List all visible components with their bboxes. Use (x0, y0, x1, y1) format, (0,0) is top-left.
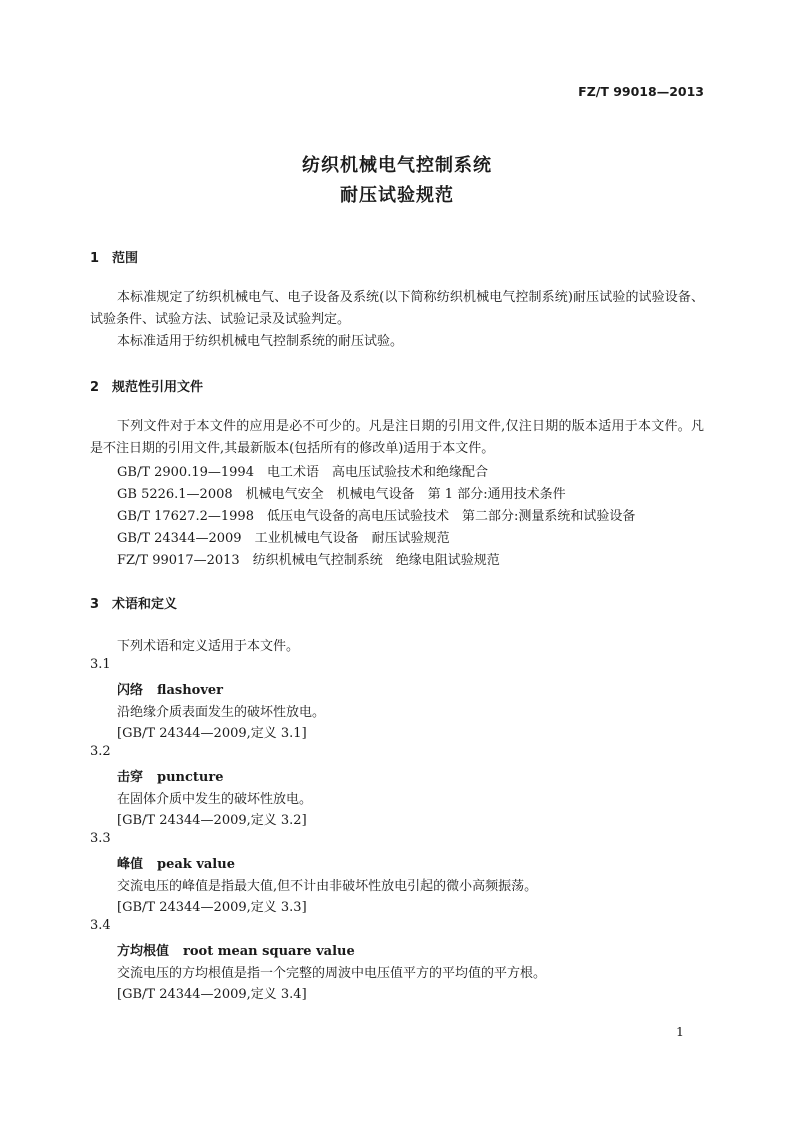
standard-code: FZ/T 99018—2013 (578, 84, 704, 99)
section-title: 术语和定义 (112, 597, 178, 612)
term-definition: 交流电压的峰值是指最大值,但不计由非破坏性放电引起的微小高频振荡。 (117, 879, 538, 894)
paragraph: 本标准规定了纺织机械电气、电子设备及系统(以下简称纺织机械电气控制系统)耐压试验的试验设备、试验条件、试验方法、试验记录及试验判定。 (90, 290, 704, 327)
reference-item (117, 527, 450, 546)
reference-item (117, 483, 566, 502)
reference-code: GB 5226.1—2008 (117, 487, 233, 502)
term-zh: 击穿 (117, 770, 144, 785)
document-title-line1: 纺织机械电气控制系统 (302, 155, 492, 176)
document-title-line2: 耐压试验规范 (340, 185, 454, 206)
section-number: 1 (90, 251, 100, 266)
term-en: flashover (157, 683, 224, 698)
section-number: 3 (90, 597, 100, 612)
clause-number: 3.4 (90, 918, 111, 933)
reference-code: FZ/T 99017—2013 (117, 553, 240, 568)
reference-name: 电工术语 高电压试验技术和绝缘配合 (266, 465, 488, 480)
term (117, 853, 235, 872)
paragraph: 下列术语和定义适用于本文件。 (117, 639, 300, 654)
term-source: [GB/T 24344—2009,定义 3.3] (117, 900, 307, 915)
term-en: peak value (157, 857, 235, 872)
page-number: 1 (676, 1024, 684, 1039)
section-heading-normative-references (90, 376, 203, 395)
term-source: [GB/T 24344—2009,定义 3.2] (117, 813, 307, 828)
term-definition: 在固体介质中发生的破坏性放电。 (117, 792, 313, 807)
clause-number: 3.3 (90, 831, 111, 846)
term (117, 766, 224, 785)
term-en: puncture (157, 770, 224, 785)
reference-item (117, 549, 500, 568)
term (117, 940, 355, 959)
term-definition: 沿绝缘介质表面发生的破坏性放电。 (117, 705, 326, 720)
term-zh: 方均根值 (117, 944, 170, 959)
term (117, 679, 223, 698)
reference-item (117, 461, 488, 480)
clause-number: 3.1 (90, 657, 111, 672)
clause-number: 3.2 (90, 744, 111, 759)
reference-name: 低压电气设备的高电压试验技术 第二部分:测量系统和试验设备 (266, 509, 636, 524)
term-source: [GB/T 24344—2009,定义 3.4] (117, 987, 307, 1002)
section-title: 规范性引用文件 (112, 380, 204, 395)
section-number: 2 (90, 380, 100, 395)
reference-code: GB/T 24344—2009 (117, 531, 242, 546)
paragraph: 本标准适用于纺织机械电气控制系统的耐压试验。 (117, 334, 404, 349)
reference-name: 机械电气安全 机械电气设备 第 1 部分:通用技术条件 (245, 487, 566, 502)
term-en: root mean square value (183, 944, 355, 959)
section-title: 范围 (112, 251, 139, 266)
reference-name: 工业机械电气设备 耐压试验规范 (254, 531, 450, 546)
reference-name: 纺织机械电气控制系统 绝缘电阻试验规范 (252, 553, 500, 568)
section-heading-scope (90, 247, 138, 266)
reference-item (117, 505, 635, 524)
reference-code: GB/T 17627.2—1998 (117, 509, 254, 524)
section-heading-terms (90, 593, 177, 612)
paragraph: 下列文件对于本文件的应用是必不可少的。凡是注日期的引用文件,仅注日期的版本适用于本文件。凡是不注日期的引用文件,其最新版本(包括所有的修改单)适用于本文件。 (90, 419, 704, 456)
reference-code: GB/T 2900.19—1994 (117, 465, 254, 480)
term-zh: 闪络 (117, 683, 144, 698)
term-definition: 交流电压的方均根值是指一个完整的周波中电压值平方的平均值的平方根。 (117, 966, 547, 981)
term-zh: 峰值 (117, 857, 144, 872)
term-source: [GB/T 24344—2009,定义 3.1] (117, 726, 307, 741)
